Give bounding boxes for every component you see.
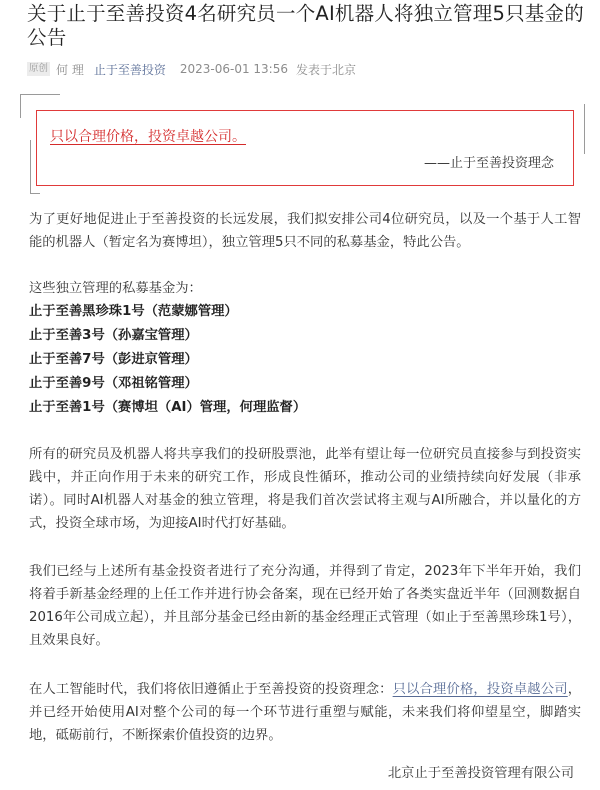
account-link[interactable]: 止于至善投资 [93, 62, 166, 77]
quote-frame-decoration [575, 104, 585, 154]
philosophy-link[interactable]: 只以合理价格，投资卓越公司 [392, 682, 568, 697]
author-name[interactable]: 何 理 [56, 62, 84, 77]
quote-box [36, 110, 574, 186]
company-signature: 北京止于至善投资管理有限公司 [387, 766, 574, 781]
publish-datetime: 2023-06-01 13:56 [179, 62, 288, 76]
paragraph-ai-era [29, 678, 581, 747]
fund-item: 止于至善7号（彭进京管理） [29, 352, 198, 367]
article-meta [27, 60, 356, 78]
fund-item: 止于至善3号（孙嘉宝管理） [29, 328, 198, 343]
quote-attribution: ——止于至善投资理念 [423, 156, 554, 171]
funds-heading: 这些独立管理的私募基金为： [29, 281, 202, 296]
paragraph-intro: 为了更好地促进止于至善投资的长远发展，我们拟安排公司4位研究员，以及一个基于人工智能的机器人（暂定名为赛博坦），独立管理5只不同的私募基金，特此公告。 [29, 212, 581, 250]
fund-item: 止于至善黑珍珠1号（范蒙娜管理） [29, 304, 238, 319]
fund-item: 止于至善1号（赛博坦（AI）管理，何理监督） [29, 400, 307, 415]
paragraph-research: 所有的研究员及机器人将共享我们的投研股票池，此举有望让每一位研究员直接参与到投资实践中，并正向作用于未来的研究工作，形成良性循环，推动公司的业绩持续向好发展（非承诺）。同时AI机器人对基金的独立管理，将是我们首次尝试将主观与AI所融合，并以量化的方式，投资全球市场，为迎接AI时代打好基础。 [29, 447, 581, 531]
paragraph-communication: 我们已经与上述所有基金投资者进行了充分沟通，并得到了肯定，2023年下半年开始，我们将着手新基金经理的上任工作并进行协会备案，现在已经开始了各类实盘近半年（回测数据自2016年公司成立起），并且部分基金已经由新的基金经理正式管理（如止于至善黑珍珠1号），且效果良好。 [29, 564, 581, 648]
original-badge: 原创 [29, 63, 49, 74]
quote-text: 只以合理价格，投资卓越公司。 [50, 129, 246, 145]
fund-item: 止于至善9号（邓祖铭管理） [29, 376, 198, 391]
paragraph-text: ，并已经开始使用AI对整个公司的每一个环节进行重塑与赋能，未来我们将仰望星空，脚踏实地，砥砺前行，不断探索价值投资的边界。 [29, 682, 582, 743]
article-title: 关于止于至善投资4名研究员一个AI机器人将独立管理5只基金的公告 [27, 2, 584, 49]
publish-location: 发表于北京 [296, 62, 357, 77]
paragraph-text: 在人工智能时代，我们将依旧遵循止于至善投资的投资理念： [29, 682, 393, 697]
